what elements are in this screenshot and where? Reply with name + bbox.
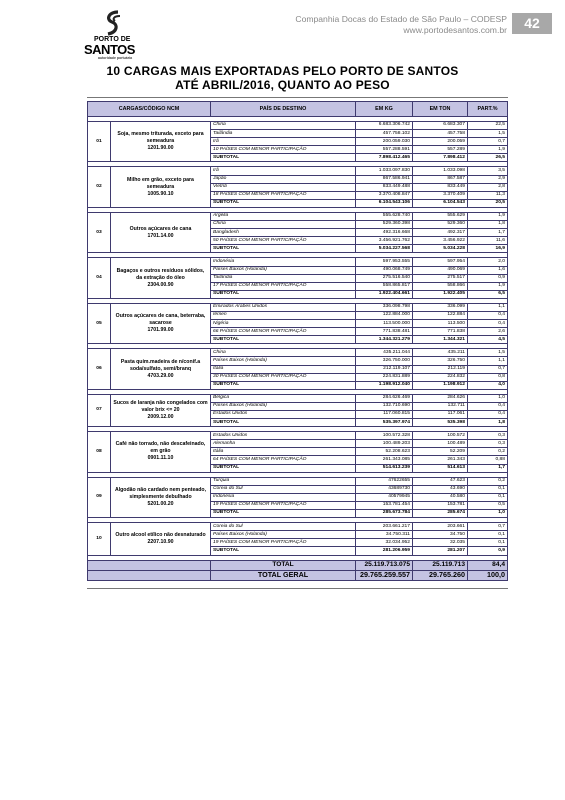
participation-pct: 1,6 bbox=[468, 266, 508, 274]
weight-ton: 557.289 bbox=[413, 146, 468, 154]
cargo-product bbox=[111, 258, 211, 298]
participation-pct: 1,9 bbox=[468, 282, 508, 290]
subtotal-ton: 7.898.412 bbox=[413, 154, 468, 162]
column-header-kg: EM KG bbox=[356, 102, 413, 117]
destination-country: China bbox=[211, 349, 356, 357]
subtotal-part: 20,5 bbox=[468, 199, 508, 207]
subtotal-ton: 1.198.912 bbox=[413, 381, 468, 389]
cargo-code: 04 bbox=[88, 258, 111, 298]
participation-pct: 0,2 bbox=[468, 477, 508, 485]
subtotal-label: SUBTOTAL bbox=[211, 381, 356, 389]
destination-country: Estados Unidos bbox=[211, 411, 356, 419]
subtotal-label: SUBTOTAL bbox=[211, 547, 356, 555]
weight-kg: 200.059.030 bbox=[356, 138, 413, 146]
weight-ton: 867.587 bbox=[413, 175, 468, 183]
destination-country: Bangladesh bbox=[211, 229, 356, 237]
table-row bbox=[88, 303, 508, 311]
destination-country: Irã bbox=[211, 167, 356, 175]
participation-pct: 1,0 bbox=[468, 394, 508, 402]
subtotal-label: SUBTOTAL bbox=[211, 245, 356, 253]
porto-de-santos-logo bbox=[84, 10, 144, 58]
cargo-product bbox=[111, 122, 211, 162]
cargo-code: 02 bbox=[88, 167, 111, 207]
subtotal-ton: 5.034.228 bbox=[413, 245, 468, 253]
participation-pct: 0,1 bbox=[468, 539, 508, 547]
weight-ton: 490.069 bbox=[413, 266, 468, 274]
participation-pct: 1,7 bbox=[468, 229, 508, 237]
cargo-product-name: Outros açúcares de cana bbox=[129, 225, 192, 232]
weight-kg: 122.884.000 bbox=[356, 311, 413, 319]
weight-ton: 529.360 bbox=[413, 221, 468, 229]
subtotal-ton: 6.104.543 bbox=[413, 199, 468, 207]
participation-pct: 2,6 bbox=[468, 328, 508, 336]
destination-country: 10 PAÍSES COM MENOR PARTICIPAÇÃO bbox=[211, 146, 356, 154]
cargo-product-name: Milho em grão, exceto para semeadura bbox=[127, 176, 194, 190]
destination-country: Vietnã bbox=[211, 183, 356, 191]
total-geral-row-label: TOTAL GERAL bbox=[211, 570, 356, 580]
table-row bbox=[88, 432, 508, 440]
weight-ton: 200.059 bbox=[413, 138, 468, 146]
weight-ton: 326.750 bbox=[413, 357, 468, 365]
page-title bbox=[0, 64, 565, 92]
participation-pct: 2,0 bbox=[468, 258, 508, 266]
swirl-logo-icon bbox=[102, 10, 124, 36]
page-header bbox=[295, 14, 507, 36]
weight-ton: 6.683.307 bbox=[413, 122, 468, 130]
subtotal-kg: 7.898.412.465 bbox=[356, 154, 413, 162]
total-row-kg: 25.119.713.075 bbox=[356, 560, 413, 570]
weight-kg: 100.489.203 bbox=[356, 440, 413, 448]
cargo-product bbox=[111, 349, 211, 389]
weight-kg: 40579945 bbox=[356, 493, 413, 501]
subtotal-label: SUBTOTAL bbox=[211, 154, 356, 162]
subtotal-kg: 285.673.784 bbox=[356, 510, 413, 518]
subtotal-label: SUBTOTAL bbox=[211, 290, 356, 298]
destination-country: 17 PAÍSES COM MENOR PARTICIPAÇÃO bbox=[211, 282, 356, 290]
participation-pct: 1,5 bbox=[468, 349, 508, 357]
destination-country: 19 PAÍSES COM MENOR PARTICIPAÇÃO bbox=[211, 501, 356, 509]
destination-country: 50 PAÍSES COM MENOR PARTICIPAÇÃO bbox=[211, 237, 356, 245]
column-header-ton: EM TON bbox=[413, 102, 468, 117]
weight-ton: 32.035 bbox=[413, 539, 468, 547]
destination-country: 18 PAÍSES COM MENOR PARTICIPAÇÃO bbox=[211, 191, 356, 199]
participation-pct: 2,9 bbox=[468, 175, 508, 183]
participation-pct: 0,3 bbox=[468, 440, 508, 448]
weight-ton: 40.580 bbox=[413, 493, 468, 501]
destination-country: 66 PAÍSES COM MENOR PARTICIPAÇÃO bbox=[211, 328, 356, 336]
title-line-2: ATÉ ABRIL/2016, QUANTO AO PESO bbox=[175, 78, 390, 92]
participation-pct: 1,1 bbox=[468, 303, 508, 311]
cargo-product bbox=[111, 394, 211, 426]
weight-ton: 336.099 bbox=[413, 303, 468, 311]
destination-country: Países Baixos (Holanda) bbox=[211, 531, 356, 539]
participation-pct: 2,8 bbox=[468, 183, 508, 191]
destination-country: Turquia bbox=[211, 477, 356, 485]
total-geral-row-ton: 29.765.260 bbox=[413, 570, 468, 580]
cargo-product bbox=[111, 523, 211, 555]
weight-ton: 555.629 bbox=[413, 212, 468, 220]
participation-pct: 0,7 bbox=[468, 138, 508, 146]
destination-country: Indonésia bbox=[211, 258, 356, 266]
participation-pct: 11,6 bbox=[468, 237, 508, 245]
weight-ton: 771.838 bbox=[413, 328, 468, 336]
cargo-product-name: Sucos de laranja não congelados com valor brix <= 20 bbox=[113, 400, 208, 413]
destination-country: 30 PAÍSES COM MENOR PARTICIPAÇÃO bbox=[211, 373, 356, 381]
weight-ton: 3.456.922 bbox=[413, 237, 468, 245]
weight-kg: 457.758.102 bbox=[356, 130, 413, 138]
subtotal-kg: 6.104.543.106 bbox=[356, 199, 413, 207]
weight-kg: 336.098.798 bbox=[356, 303, 413, 311]
weight-ton: 203.661 bbox=[413, 523, 468, 531]
cargo-ncm-code: 1701.14.00 bbox=[147, 232, 174, 239]
weight-kg: 326.750.000 bbox=[356, 357, 413, 365]
total-row-pct: 84,4 bbox=[468, 560, 508, 570]
cargo-ncm-code: 2207.10.90 bbox=[147, 538, 174, 545]
subtotal-kg: 514.613.239 bbox=[356, 464, 413, 472]
total-geral-row-blank bbox=[88, 570, 211, 580]
subtotal-part: 4,0 bbox=[468, 381, 508, 389]
weight-kg: 435.211.044 bbox=[356, 349, 413, 357]
weight-kg: 132.710.690 bbox=[356, 402, 413, 410]
weight-ton: 132.711 bbox=[413, 402, 468, 410]
cargo-product-name: Pasta quím.madeira de n/conif.a soda/sulfato, semi/branq bbox=[120, 358, 201, 372]
subtotal-part: 16,9 bbox=[468, 245, 508, 253]
weight-ton: 597.954 bbox=[413, 258, 468, 266]
weight-ton: 43.690 bbox=[413, 485, 468, 493]
company-name: Companhia Docas do Estado de São Paulo – CODESP bbox=[295, 14, 507, 24]
column-header-part: PART.% bbox=[468, 102, 508, 117]
subtotal-kg: 535.397.974 bbox=[356, 419, 413, 427]
weight-kg: 867.586.941 bbox=[356, 175, 413, 183]
weight-kg: 275.516.540 bbox=[356, 274, 413, 282]
cargo-ncm-code: 4703.29.00 bbox=[147, 372, 174, 379]
participation-pct: 1,9 bbox=[468, 146, 508, 154]
table-row bbox=[88, 477, 508, 485]
subtotal-part: 26,5 bbox=[468, 154, 508, 162]
weight-kg: 3.456.921.762 bbox=[356, 237, 413, 245]
weight-kg: 555.628.740 bbox=[356, 212, 413, 220]
destination-country: China bbox=[211, 122, 356, 130]
weight-ton: 100.489 bbox=[413, 440, 468, 448]
participation-pct: 3,5 bbox=[468, 167, 508, 175]
weight-ton: 34.750 bbox=[413, 531, 468, 539]
weight-kg: 1.033.097.830 bbox=[356, 167, 413, 175]
subtotal-kg: 1.198.912.040 bbox=[356, 381, 413, 389]
cargo-code: 08 bbox=[88, 432, 111, 472]
weight-kg: 6.683.306.742 bbox=[356, 122, 413, 130]
weight-kg: 558.865.817 bbox=[356, 282, 413, 290]
logo-text-main: SANTOS bbox=[84, 42, 135, 57]
cargo-code: 07 bbox=[88, 394, 111, 426]
participation-pct: 0,9 bbox=[468, 274, 508, 282]
participation-pct: 0,88 bbox=[468, 456, 508, 464]
participation-pct: 1,5 bbox=[468, 130, 508, 138]
participation-pct: 0,3 bbox=[468, 432, 508, 440]
weight-kg: 529.360.398 bbox=[356, 221, 413, 229]
cargo-product bbox=[111, 303, 211, 343]
destination-country: Argélia bbox=[211, 212, 356, 220]
subtotal-label: SUBTOTAL bbox=[211, 419, 356, 427]
weight-kg: 117.060.815 bbox=[356, 411, 413, 419]
subtotal-ton: 514.613 bbox=[413, 464, 468, 472]
weight-kg: 153.781.454 bbox=[356, 501, 413, 509]
total-geral-row bbox=[88, 570, 508, 580]
destination-country: 64 PAÍSES COM MENOR PARTICIPAÇÃO bbox=[211, 456, 356, 464]
total-row-ton: 25.119.713 bbox=[413, 560, 468, 570]
top-divider bbox=[87, 97, 508, 98]
weight-ton: 100.572 bbox=[413, 432, 468, 440]
cargo-code: 05 bbox=[88, 303, 111, 343]
subtotal-part: 4,5 bbox=[468, 336, 508, 344]
weight-kg: 261.343.085 bbox=[356, 456, 413, 464]
subtotal-kg: 1.922.404.661 bbox=[356, 290, 413, 298]
website-url[interactable]: www.portodesantos.com.br bbox=[403, 25, 507, 35]
weight-ton: 435.211 bbox=[413, 349, 468, 357]
cargo-code: 06 bbox=[88, 349, 111, 389]
weight-ton: 212.119 bbox=[413, 365, 468, 373]
subtotal-part: 1,8 bbox=[468, 419, 508, 427]
weight-kg: 284.626.469 bbox=[356, 394, 413, 402]
bottom-divider bbox=[87, 588, 508, 589]
subtotal-label: SUBTOTAL bbox=[211, 510, 356, 518]
participation-pct: 1,8 bbox=[468, 221, 508, 229]
weight-kg: 113.500.000 bbox=[356, 320, 413, 328]
exports-table bbox=[87, 101, 508, 581]
destination-country: Itália bbox=[211, 365, 356, 373]
cargo-product-name: Café não torrado, não descafeinado, em grão bbox=[115, 441, 206, 455]
destination-country: China bbox=[211, 221, 356, 229]
cargo-product bbox=[111, 477, 211, 517]
participation-pct: 22,5 bbox=[468, 122, 508, 130]
column-header-cargas: CARGAS/CÓDIGO NCM bbox=[88, 102, 211, 117]
total-geral-row-kg: 29.765.259.557 bbox=[356, 570, 413, 580]
table-row bbox=[88, 212, 508, 220]
cargo-product-name: Outros açúcares de cana, beterraba, sacarose bbox=[115, 313, 206, 327]
destination-country: Países Baixos (Holanda) bbox=[211, 357, 356, 365]
destination-country: Emirados Árabes Unidos bbox=[211, 303, 356, 311]
weight-kg: 34.750.311 bbox=[356, 531, 413, 539]
table-row bbox=[88, 394, 508, 402]
weight-ton: 117.061 bbox=[413, 411, 468, 419]
weight-ton: 47.623 bbox=[413, 477, 468, 485]
page-number-badge: 42 bbox=[512, 13, 552, 34]
weight-ton: 284.626 bbox=[413, 394, 468, 402]
table-row bbox=[88, 122, 508, 130]
weight-ton: 261.343 bbox=[413, 456, 468, 464]
destination-country: Tailândia bbox=[211, 274, 356, 282]
table-row bbox=[88, 167, 508, 175]
weight-ton: 52.209 bbox=[413, 448, 468, 456]
table-header-row bbox=[88, 102, 508, 117]
destination-country: Indonésia bbox=[211, 493, 356, 501]
weight-kg: 490.068.749 bbox=[356, 266, 413, 274]
weight-ton: 275.517 bbox=[413, 274, 468, 282]
participation-pct: 0,7 bbox=[468, 365, 508, 373]
logo-text-top: PORTO DE bbox=[94, 36, 131, 43]
participation-pct: 0,5 bbox=[468, 501, 508, 509]
weight-kg: 212.119.107 bbox=[356, 365, 413, 373]
participation-pct: 0,4 bbox=[468, 311, 508, 319]
subtotal-ton: 1.922.405 bbox=[413, 290, 468, 298]
destination-country: Irã bbox=[211, 138, 356, 146]
subtotal-label: SUBTOTAL bbox=[211, 199, 356, 207]
weight-kg: 771.838.481 bbox=[356, 328, 413, 336]
total-row bbox=[88, 560, 508, 570]
table-row bbox=[88, 349, 508, 357]
cargo-ncm-code: 0901.11.10 bbox=[147, 455, 174, 462]
participation-pct: 0,7 bbox=[468, 523, 508, 531]
cargo-product-name: Algodão não cardado nem penteado, simplesmente debulhado bbox=[114, 486, 207, 500]
cargo-ncm-code: 5201.00.20 bbox=[147, 500, 174, 507]
destination-country: Países Baixos (Holanda) bbox=[211, 266, 356, 274]
subtotal-ton: 285.674 bbox=[413, 510, 468, 518]
weight-kg: 52.208.623 bbox=[356, 448, 413, 456]
weight-kg: 833.449.488 bbox=[356, 183, 413, 191]
weight-ton: 153.781 bbox=[413, 501, 468, 509]
weight-ton: 492.317 bbox=[413, 229, 468, 237]
participation-pct: 0,2 bbox=[468, 448, 508, 456]
participation-pct: 0,4 bbox=[468, 402, 508, 410]
participation-pct: 0,4 bbox=[468, 320, 508, 328]
cargo-ncm-code: 2304.00.90 bbox=[147, 281, 174, 288]
participation-pct: 0,4 bbox=[468, 411, 508, 419]
total-geral-row-pct: 100,0 bbox=[468, 570, 508, 580]
subtotal-ton: 535.398 bbox=[413, 419, 468, 427]
destination-country: Alemanha bbox=[211, 440, 356, 448]
cargo-ncm-code: 1701.99.00 bbox=[147, 327, 174, 334]
destination-country: 19 PAÍSES COM MENOR PARTICIPAÇÃO bbox=[211, 539, 356, 547]
destination-country: Tailândia bbox=[211, 130, 356, 138]
logo-text-sub: autoridade portuária bbox=[98, 56, 133, 60]
destination-country: Japão bbox=[211, 175, 356, 183]
participation-pct: 11,3 bbox=[468, 191, 508, 199]
subtotal-part: 1,7 bbox=[468, 464, 508, 472]
weight-kg: 492.316.668 bbox=[356, 229, 413, 237]
total-row-blank bbox=[88, 560, 211, 570]
cargo-code: 01 bbox=[88, 122, 111, 162]
destination-country: Países Baixos (Holanda) bbox=[211, 402, 356, 410]
weight-kg: 224.831.889 bbox=[356, 373, 413, 381]
weight-kg: 100.572.328 bbox=[356, 432, 413, 440]
cargo-code: 09 bbox=[88, 477, 111, 517]
weight-kg: 203.661.217 bbox=[356, 523, 413, 531]
exports-table-wrapper bbox=[87, 101, 507, 581]
subtotal-part: 6,5 bbox=[468, 290, 508, 298]
weight-ton: 558.866 bbox=[413, 282, 468, 290]
weight-ton: 224.832 bbox=[413, 373, 468, 381]
subtotal-label: SUBTOTAL bbox=[211, 336, 356, 344]
destination-country: Bélgica bbox=[211, 394, 356, 402]
subtotal-kg: 281.206.959 bbox=[356, 547, 413, 555]
subtotal-ton: 281.207 bbox=[413, 547, 468, 555]
total-row-label: TOTAL bbox=[211, 560, 356, 570]
subtotal-label: SUBTOTAL bbox=[211, 464, 356, 472]
weight-kg: 32.034.952 bbox=[356, 539, 413, 547]
participation-pct: 0,1 bbox=[468, 493, 508, 501]
destination-country: Coreia do Sul bbox=[211, 485, 356, 493]
participation-pct: 1,1 bbox=[468, 357, 508, 365]
cargo-code: 03 bbox=[88, 212, 111, 252]
weight-kg: 557.288.591 bbox=[356, 146, 413, 154]
destination-country: Estados Unidos bbox=[211, 432, 356, 440]
destination-country: Iêmen bbox=[211, 311, 356, 319]
table-row bbox=[88, 523, 508, 531]
weight-ton: 3.370.409 bbox=[413, 191, 468, 199]
weight-ton: 113.500 bbox=[413, 320, 468, 328]
cargo-code: 10 bbox=[88, 523, 111, 555]
weight-ton: 833.449 bbox=[413, 183, 468, 191]
cargo-product bbox=[111, 212, 211, 252]
destination-country: Coreia do Sul bbox=[211, 523, 356, 531]
weight-kg: 43689730 bbox=[356, 485, 413, 493]
cargo-product bbox=[111, 432, 211, 472]
subtotal-ton: 1.344.321 bbox=[413, 336, 468, 344]
weight-kg: 47622655 bbox=[356, 477, 413, 485]
column-header-pais: PAÍS DE DESTINO bbox=[211, 102, 356, 117]
weight-kg: 597.953.555 bbox=[356, 258, 413, 266]
title-line-1: 10 CARGAS MAIS EXPORTADAS PELO PORTO DE SANTOS bbox=[106, 64, 459, 78]
weight-ton: 122.884 bbox=[413, 311, 468, 319]
cargo-product bbox=[111, 167, 211, 207]
destination-country: Itália bbox=[211, 448, 356, 456]
weight-ton: 1.033.098 bbox=[413, 167, 468, 175]
subtotal-kg: 1.344.321.279 bbox=[356, 336, 413, 344]
destination-country: Nigéria bbox=[211, 320, 356, 328]
cargo-product-name: Outro alcool etílico não desnaturado bbox=[115, 531, 206, 538]
cargo-product-name: Bagaços e outros resíduos sólidos, da extração do óleo bbox=[116, 267, 205, 281]
cargo-product-name: Soja, mesmo triturada, exceto para semeadura bbox=[117, 131, 204, 145]
weight-kg: 3.370.408.847 bbox=[356, 191, 413, 199]
cargo-ncm-code: 1005.90.10 bbox=[147, 190, 174, 197]
participation-pct: 0,1 bbox=[468, 485, 508, 493]
participation-pct: 0,1 bbox=[468, 531, 508, 539]
subtotal-part: 0,9 bbox=[468, 547, 508, 555]
cargo-ncm-code: 2009.12.00 bbox=[147, 414, 174, 420]
weight-ton: 457.758 bbox=[413, 130, 468, 138]
subtotal-kg: 5.034.227.568 bbox=[356, 245, 413, 253]
table-row bbox=[88, 258, 508, 266]
subtotal-part: 1,0 bbox=[468, 510, 508, 518]
participation-pct: 1,9 bbox=[468, 212, 508, 220]
participation-pct: 0,8 bbox=[468, 373, 508, 381]
cargo-ncm-code: 1201.90.00 bbox=[147, 145, 174, 152]
